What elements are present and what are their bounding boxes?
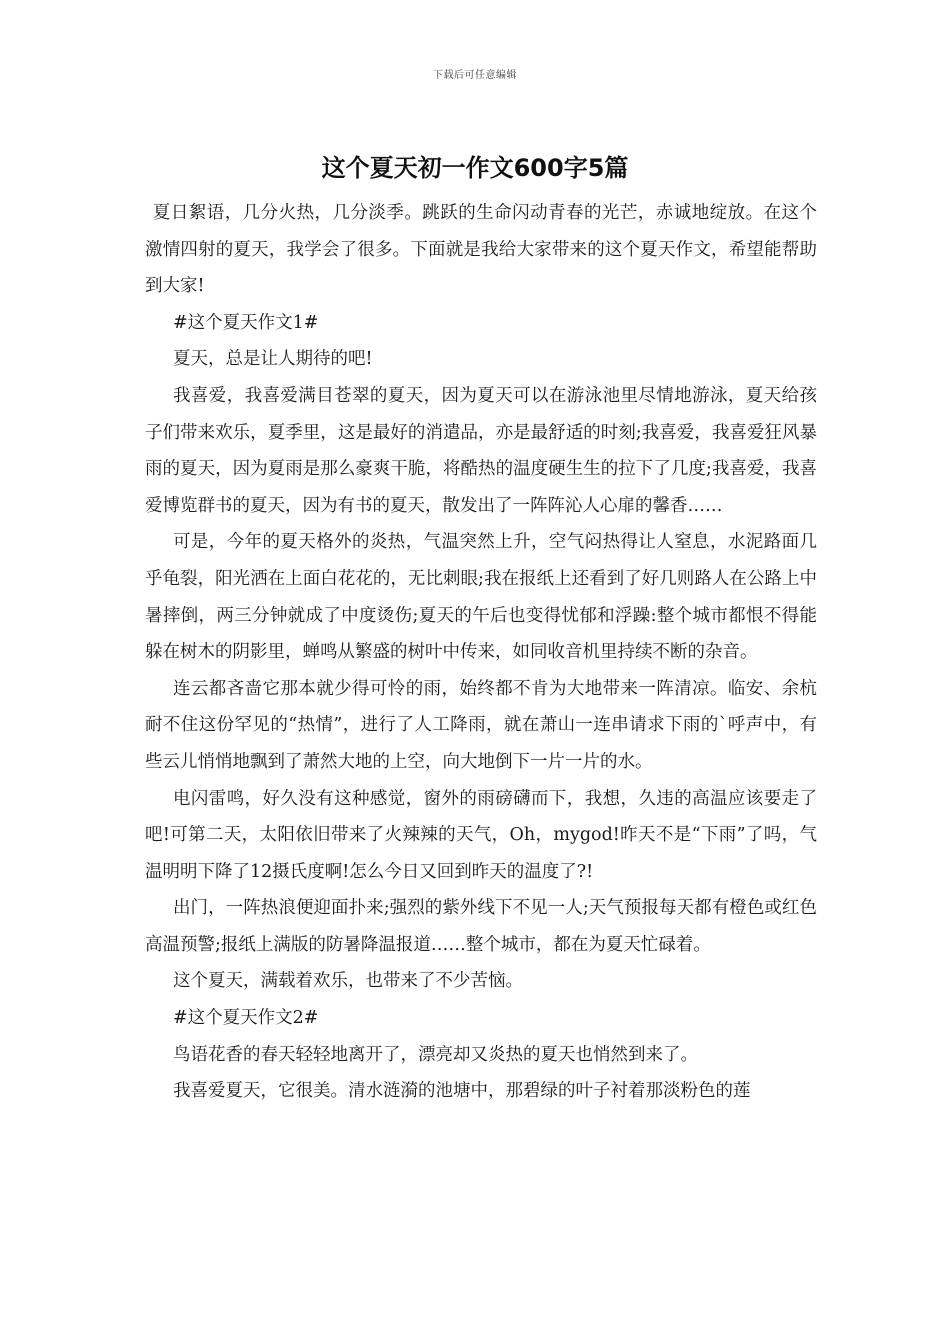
document-body xyxy=(145,195,817,1110)
paragraph: 鸟语花香的春天轻轻地离开了，漂亮却又炎热的夏天也悄然到来了。 xyxy=(173,1044,698,1065)
paragraph: 出门，一阵热浪便迎面扑来;强烈的紫外线下不见一人;天气预报每天都有橙色或红色高温预警;报纸上满版的防暑降温报道……整个城市，都在为夏天忙碌着。 xyxy=(145,898,817,955)
paragraph: 我喜爱，我喜爱满目苍翠的夏天，因为夏天可以在游泳池里尽情地游泳，夏天给孩子们带来欢乐，夏季里，这是最好的消遣品，亦是最舒适的时刻;我喜爱，我喜爱狂风暴雨的夏天，因为夏雨是那么豪爽干脆，将酷热的温度硬生生的拉下了几度;我喜爱，我喜爱博览群书的夏天，因为有书的夏天，散发出了一阵阵沁人心扉的馨香…… xyxy=(145,385,817,516)
paragraph-intro: 夏日絮语，几分火热，几分淡季。跳跃的生命闪动青春的光芒，赤诚地绽放。在这个激情四射的夏天，我学会了很多。下面就是我给大家带来的这个夏天作文，希望能帮助到大家! xyxy=(145,203,817,297)
paragraph: 电闪雷鸣，好久没有这种感觉，窗外的雨磅礴而下，我想，久违的高温应该要走了吧!可第二天，太阳依旧带来了火辣辣的天气，Oh，mygod!昨天不是“下雨”了吗，气温明明下降了12摄氏度啊!怎么今日又回到昨天的温度了?! xyxy=(145,788,817,882)
paragraph: 可是，今年的夏天格外的炎热，气温突然上升，空气闷热得让人窒息，水泥路面几乎龟裂，阳光洒在上面白花花的，无比刺眼;我在报纸上还看到了好几则路人在公路上中暑摔倒，两三分钟就成了中度烫伤;夏天的午后也变得忧郁和浮躁:整个城市都恨不得能躲在树木的阴影里，蝉鸣从繁盛的树叶中传来，如同收音机里持续不断的杂音。 xyxy=(145,532,817,663)
paragraph: 这个夏天，满载着欢乐，也带来了不少苦恼。 xyxy=(173,971,523,992)
section-heading-2: #这个夏天作文2# xyxy=(173,1008,319,1029)
document-title: 这个夏天初一作文600字5篇 xyxy=(321,154,629,182)
header-note: 下载后可任意编辑 xyxy=(433,70,517,81)
section-heading-1: #这个夏天作文1# xyxy=(173,312,319,333)
paragraph: 连云都吝啬它那本就少得可怜的雨，始终都不肯为大地带来一阵清凉。临安、余杭耐不住这份罕见的“热情”，进行了人工降雨，就在萧山一连串请求下雨的`呼声中，有些云儿悄悄地飘到了萧然大地的上空，向大地倒下一片一片的水。 xyxy=(145,678,817,772)
paragraph: 夏天，总是让人期待的吧! xyxy=(173,349,373,370)
paragraph: 我喜爱夏天，它很美。清水涟漪的池塘中，那碧绿的叶子衬着那淡粉色的莲 xyxy=(173,1081,751,1102)
